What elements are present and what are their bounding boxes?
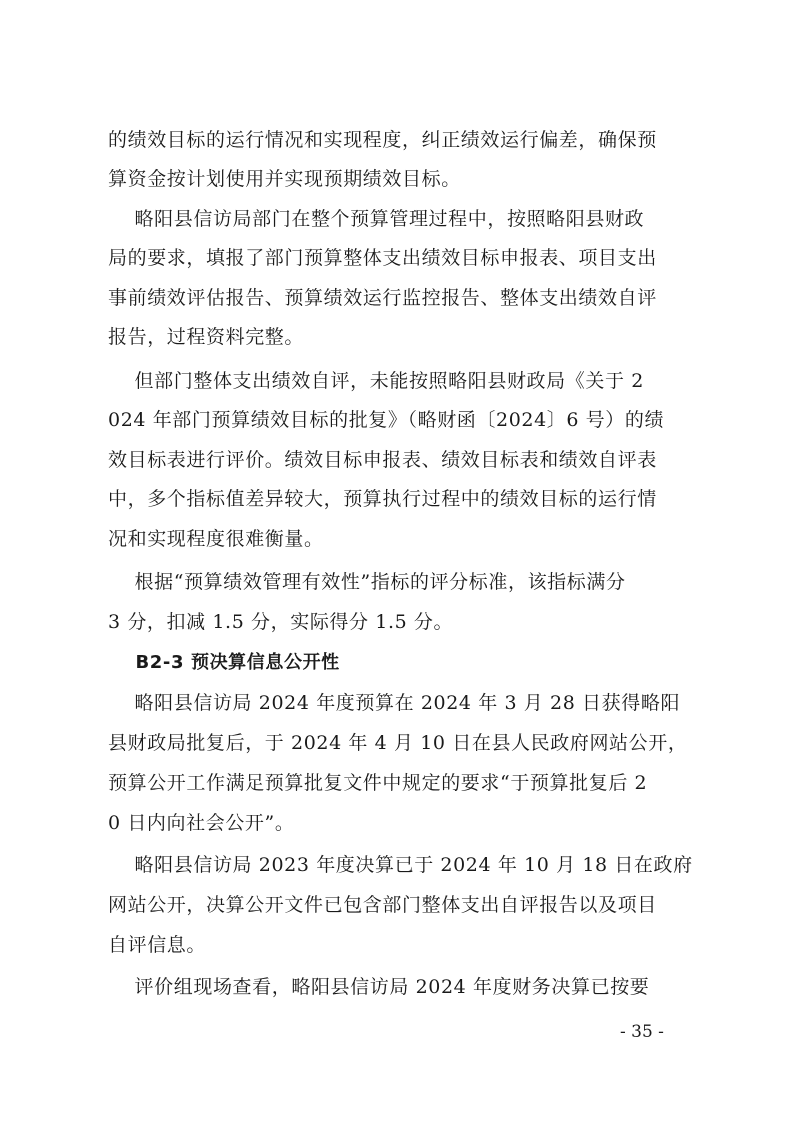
text-line: 算资金按计划使用并实现预期绩效目标。 [108, 168, 461, 190]
section-heading: B2-3 预决算信息公开性 [108, 652, 340, 673]
text-line: 0 日内向社会公开”。 [108, 812, 295, 834]
text-line: 预算公开工作满足预算批复文件中规定的要求“于预算批复后 2 [108, 772, 648, 794]
text-line: 024 年部门预算绩效目标的批复》（略财函〔2024〕6 号）的绩 [108, 409, 665, 431]
text-line: 自评信息。 [108, 934, 207, 956]
text-line: 县财政局批复后，于 2024 年 4 月 10 日在县人民政府网站公开， [108, 732, 688, 754]
text-line: 的绩效目标的运行情况和实现程度，纠正绩效运行偏差，确保预 [108, 129, 657, 151]
text-line: 中，多个指标值差异较大，预算执行过程中的绩效目标的运行情 [108, 488, 657, 510]
page-number: - 35 - [620, 1022, 664, 1042]
text-line: 3 分，扣减 1.5 分，实际得分 1.5 分。 [108, 611, 454, 633]
text-line: 但部门整体支出绩效自评，未能按照略阳县财政局《关于 2 [108, 370, 644, 392]
text-line: 略阳县信访局 2024 年度预算在 2024 年 3 月 28 日获得略阳 [108, 692, 681, 714]
text-line: 网站公开，决算公开文件已包含部门整体支出自评报告以及项目 [108, 894, 657, 916]
text-line: 报告，过程资料完整。 [108, 326, 305, 348]
text-line: 事前绩效评估报告、预算绩效运行监控报告、整体支出绩效自评 [108, 287, 657, 309]
text-line: 局的要求，填报了部门预算整体支出绩效目标申报表、项目支出 [108, 247, 657, 269]
text-line: 根据“预算绩效管理有效性”指标的评分标准，该指标满分 [108, 571, 626, 593]
text-line: 效目标表进行评价。绩效目标申报表、绩效目标表和绩效自评表 [108, 449, 657, 471]
text-line: 评价组现场查看，略阳县信访局 2024 年度财务决算已按要 [108, 976, 650, 998]
text-line: 略阳县信访局部门在整个预算管理过程中，按照略阳县财政 [108, 208, 645, 230]
text-line: 况和实现程度很难衡量。 [108, 528, 324, 550]
text-line: 略阳县信访局 2023 年度决算已于 2024 年 10 月 18 日在政府 [108, 854, 693, 876]
